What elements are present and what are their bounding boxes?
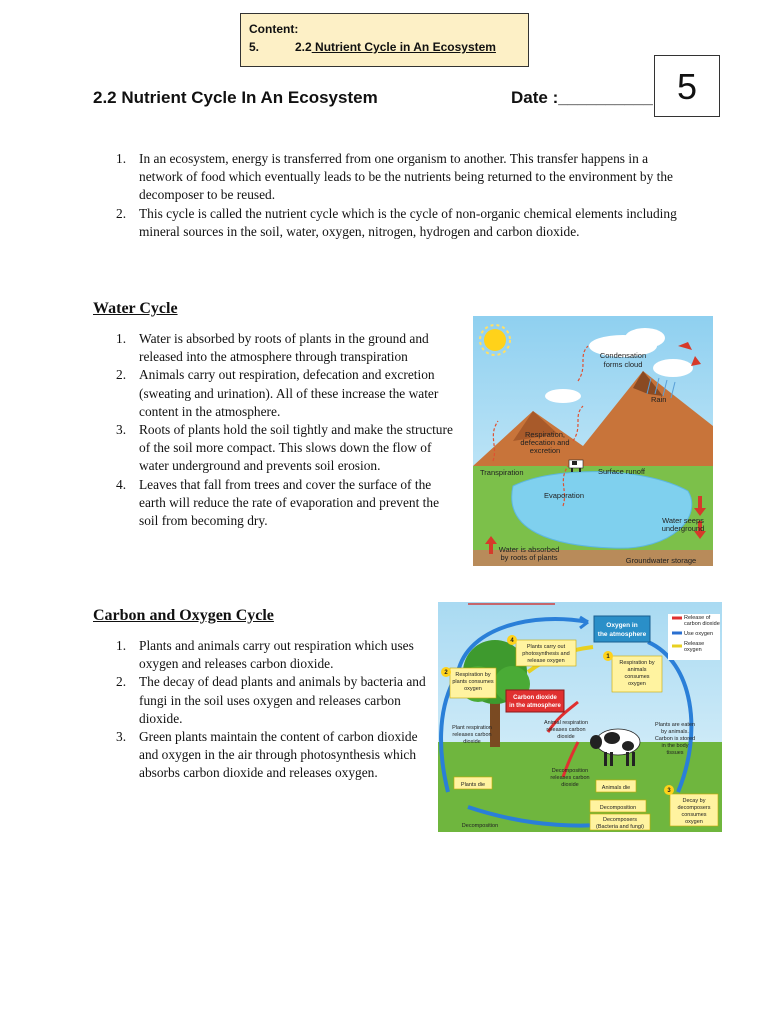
step-4: 4 bbox=[510, 638, 514, 644]
decomposition-label: Decomposition bbox=[599, 805, 637, 811]
list-text: The decay of dead plants and animals by bacteria and fungi in the soil uses oxygen and releases carbon dioxide. bbox=[139, 674, 426, 726]
respiration-animals-label-2: animals bbox=[627, 667, 647, 673]
step-1: 1 bbox=[606, 654, 610, 660]
list-number: 2. bbox=[116, 367, 127, 383]
list-item bbox=[116, 421, 456, 476]
list-text: Water is absorbed by roots of plants in the ground and released into the atmosphere through transpiration bbox=[139, 331, 429, 365]
animal-respiration-label-2: releases carbon bbox=[546, 727, 586, 733]
list-number: 3. bbox=[116, 729, 127, 745]
list-text: Leaves that fall from trees and cover the surface of the earth will reduce the rate of evaporation and prevent the soil from becoming dry. bbox=[139, 476, 440, 529]
decomposers-label-2: (Bacteria and fungi) bbox=[596, 824, 644, 830]
content-heading: Content: bbox=[249, 22, 299, 36]
respiration-animals-label-3: consumes bbox=[624, 674, 650, 680]
list-text: In an ecosystem, energy is transferred from one organism to another. This transfer happens in a network of food which eventually leads to be the nutrients being returned to the environment by the decomposer to be reused. bbox=[139, 151, 673, 203]
decay-label-4: oxygen bbox=[685, 819, 703, 825]
respiration-label-3: excretion bbox=[529, 446, 561, 455]
respiration-label-2: defecation and bbox=[520, 438, 570, 447]
list-text: Animals carry out respiration, defecation and excretion (sweating and urination). All of these increase the water content in the atmosphere. bbox=[139, 367, 439, 419]
list-item bbox=[116, 330, 456, 366]
list-item bbox=[116, 205, 682, 241]
surface-runoff-label: Surface runoff bbox=[598, 467, 645, 476]
content-item-text: Nutrient Cycle in An Ecosystem bbox=[311, 40, 496, 54]
list-number: 4. bbox=[116, 476, 127, 492]
photosynthesis-label: Plants carry out bbox=[526, 644, 566, 650]
plant-respiration-label-3: dioxide bbox=[463, 739, 481, 745]
content-item-code: 2.2 bbox=[295, 40, 312, 54]
list-number: 2. bbox=[116, 674, 127, 690]
list-number: 1. bbox=[116, 638, 127, 653]
decay-label-2: decomposers bbox=[677, 805, 711, 811]
plants-eaten-label-3: Carbon is stored bbox=[654, 736, 696, 742]
animal-respiration-label: Animal respiration bbox=[543, 720, 589, 726]
legend bbox=[668, 614, 720, 660]
list-number: 3. bbox=[116, 422, 127, 438]
list-text: This cycle is called the nutrient cycle which is the cycle of non-organic chemical elements including mineral sources in the soil, water, oxygen, nitrogen, hydrogen and carbon dioxide. bbox=[139, 205, 677, 239]
legend-use-oxygen: Use oxygen bbox=[684, 631, 714, 637]
respiration-plants-label-3: oxygen bbox=[464, 686, 482, 692]
co2-atmosphere-label-2: in the atmosphere bbox=[509, 703, 561, 709]
content-item-number: 5. bbox=[249, 40, 260, 54]
step-2: 2 bbox=[444, 670, 448, 676]
water-cycle-list bbox=[116, 330, 456, 530]
plants-eaten-label-2: by animals. bbox=[661, 729, 689, 735]
decomposition-releases-label-2: releases carbon bbox=[550, 775, 590, 781]
evaporation-label: Evaporation bbox=[544, 491, 585, 500]
list-item bbox=[116, 728, 432, 783]
page-number-box: 5 bbox=[654, 55, 720, 117]
carbon-cycle-heading: Carbon and Oxygen Cycle bbox=[93, 607, 274, 624]
decomposition-releases-label-3: dioxide bbox=[561, 782, 579, 788]
photosynthesis-label-2: photosynthesis and bbox=[522, 651, 570, 657]
animal-respiration-label-3: dioxide bbox=[557, 734, 575, 740]
list-item bbox=[116, 366, 456, 421]
list-text: Green plants maintain the content of carbon dioxide and oxygen in the air through photosynthesis which absorbs carbon dioxide and releases oxygen. bbox=[139, 729, 418, 781]
list-text: Roots of plants hold the soil tightly and make the structure of the soil more compact. This slows down the flow of water underground and prevents soil erosion. bbox=[139, 422, 453, 474]
condensation-label-2: forms cloud bbox=[603, 360, 643, 369]
condensation-label: Condensation bbox=[599, 351, 647, 360]
plants-eaten-label: Plants are eaten bbox=[654, 722, 696, 728]
water-cycle-diagram bbox=[473, 316, 713, 566]
respiration-animals-label-4: oxygen bbox=[628, 681, 646, 687]
plants-eaten-label-5: tissues bbox=[666, 750, 684, 756]
co2-atmosphere-label: Carbon dioxide bbox=[513, 695, 557, 701]
legend-release-oxygen: Release bbox=[684, 641, 705, 647]
decomposition-releases-label: Decomposition bbox=[551, 768, 589, 774]
list-number: 2. bbox=[116, 205, 127, 221]
plant-respiration-label: Plant respiration bbox=[452, 725, 492, 731]
photosynthesis-label-3: release oxygen bbox=[527, 658, 565, 664]
water-seeps-label: Water seeps bbox=[662, 516, 704, 525]
step-3: 3 bbox=[667, 788, 671, 794]
respiration-plants-label-2: plants consumes bbox=[452, 679, 494, 685]
decomposition-bottom-label: Decomposition bbox=[461, 823, 499, 829]
decay-label: Decay by bbox=[682, 798, 706, 804]
page-title: 2.2 Nutrient Cycle In An Ecosystem bbox=[93, 88, 378, 107]
water-absorbed-label: Water is absorbed bbox=[498, 545, 560, 554]
decay-label-3: consumes bbox=[681, 812, 707, 818]
legend-release-oxygen-2: oxygen bbox=[684, 647, 702, 653]
carbon-cycle-list bbox=[116, 637, 432, 783]
list-number: 1. bbox=[116, 151, 127, 166]
oxygen-atmosphere-label: Oxygen in bbox=[606, 622, 638, 629]
rain-label: Rain bbox=[651, 395, 667, 404]
water-absorbed-label-2: by roots of plants bbox=[500, 553, 558, 562]
date-field: Date :__________ bbox=[511, 88, 653, 107]
content-box bbox=[240, 13, 529, 67]
intro-list bbox=[116, 150, 682, 241]
transpiration-label: Transpiration bbox=[480, 468, 524, 477]
water-seeps-label-2: underground bbox=[661, 524, 705, 533]
water-cycle-heading: Water Cycle bbox=[93, 300, 178, 317]
list-number: 1. bbox=[116, 331, 127, 346]
respiration-label: Respiration, bbox=[524, 430, 566, 439]
plant-respiration-label-2: releases carbon bbox=[452, 732, 492, 738]
list-item bbox=[116, 476, 456, 531]
carbon-cycle-diagram bbox=[438, 602, 722, 832]
legend-release-co2: Release of bbox=[684, 615, 711, 621]
groundwater-label: Groundwater storage bbox=[625, 556, 697, 565]
legend-release-co2-2: carbon dioxide bbox=[684, 621, 720, 627]
content-item bbox=[249, 38, 520, 56]
respiration-animals-label: Respiration by bbox=[619, 660, 655, 666]
list-item bbox=[116, 150, 682, 205]
respiration-plants-label: Respiration by bbox=[455, 672, 491, 678]
list-item bbox=[116, 637, 432, 673]
plants-eaten-label-4: in the body bbox=[661, 743, 689, 749]
animals-die-label: Animals die bbox=[601, 785, 631, 791]
oxygen-atmosphere-label-2: the atmosphere bbox=[597, 631, 647, 638]
list-text: Plants and animals carry out respiration which uses oxygen and releases carbon dioxide. bbox=[139, 638, 414, 672]
plants-die-label: Plants die bbox=[460, 782, 486, 788]
list-item bbox=[116, 673, 432, 728]
decomposers-label: Decomposers bbox=[603, 817, 637, 823]
